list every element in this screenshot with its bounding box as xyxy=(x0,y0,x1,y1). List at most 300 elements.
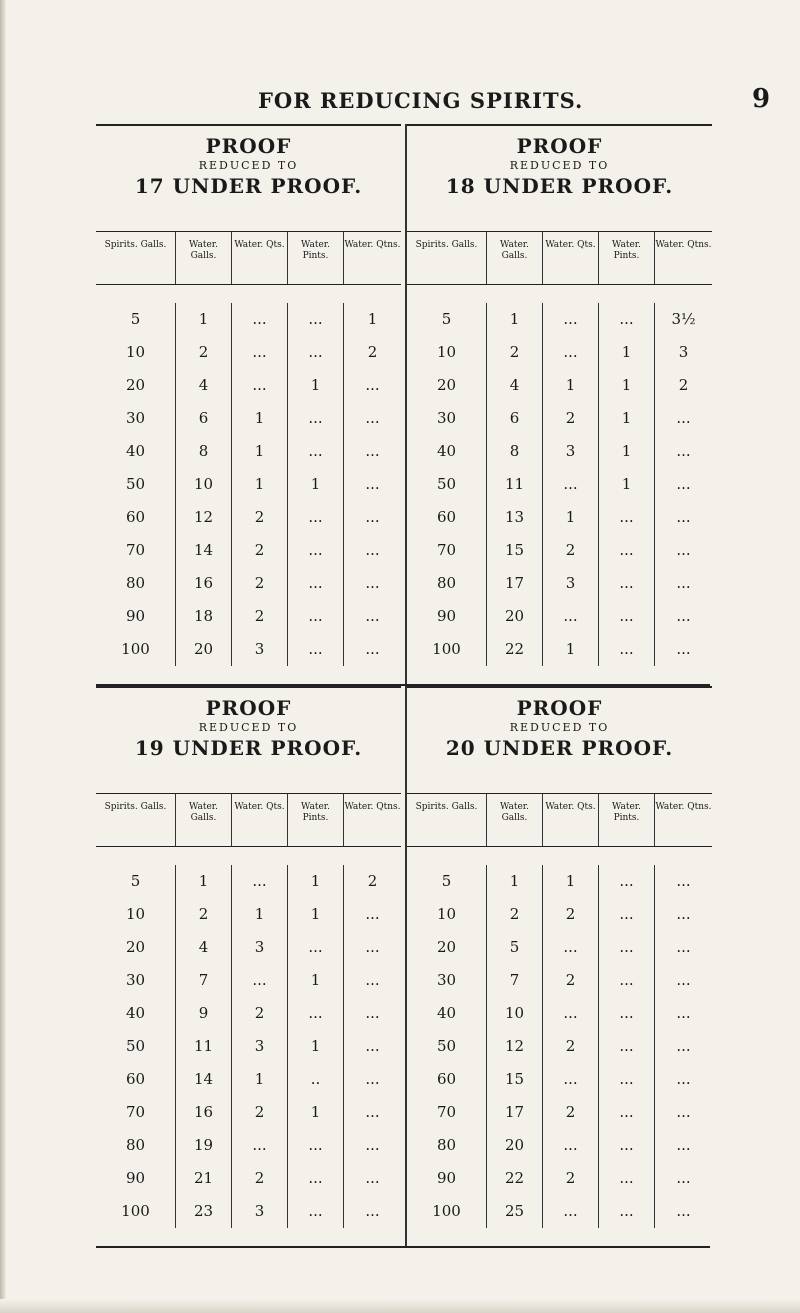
table-cell: 10 xyxy=(487,997,543,1030)
table-cell: ... xyxy=(543,468,599,501)
table-cell: ... xyxy=(288,501,344,534)
table-row xyxy=(96,931,401,964)
proof-table xyxy=(405,686,712,1246)
table-cell: ... xyxy=(232,336,288,369)
table-cell: ... xyxy=(676,640,691,658)
table-cell: 40 xyxy=(407,435,487,468)
table-cell: 1 xyxy=(599,402,655,435)
table-cell: 22 xyxy=(487,1162,543,1195)
table-body xyxy=(96,847,401,1246)
table-cell: ... xyxy=(599,931,655,964)
proof-table xyxy=(96,124,401,684)
table-cell: 25 xyxy=(487,1195,543,1228)
table-cell: .. xyxy=(288,1063,344,1096)
table-cell: 50 xyxy=(96,468,176,501)
table-cell: 1 xyxy=(232,468,288,501)
column-header: Water. Pints. xyxy=(599,232,655,284)
table-cell: 80 xyxy=(407,1129,487,1162)
heading-main: 17 UNDER PROOF. xyxy=(134,174,363,198)
table-cell: 1 xyxy=(288,1096,344,1129)
table-cell: ... xyxy=(543,931,599,964)
table-row xyxy=(407,898,712,931)
table-cell: 100 xyxy=(96,633,176,666)
table-cell: ... xyxy=(288,435,344,468)
table-cell: ... xyxy=(232,1129,288,1162)
table-cell: 2 xyxy=(487,336,543,369)
table-cell: 3 xyxy=(232,1030,288,1063)
table-cell: 1 xyxy=(599,336,655,369)
table-row xyxy=(96,336,401,369)
table-cell: 80 xyxy=(96,567,176,600)
table-cell: 1 xyxy=(543,369,599,402)
table-cell: ... xyxy=(288,633,344,666)
table-cell: ... xyxy=(365,541,380,559)
table-row xyxy=(407,1129,712,1162)
table-row xyxy=(407,931,712,964)
table-cell: 17 xyxy=(487,1096,543,1129)
table-cell: ... xyxy=(676,938,691,956)
table-cell: 5 xyxy=(487,931,543,964)
table-cell: 3 xyxy=(232,633,288,666)
column-header: Water. Qtns. xyxy=(655,240,712,250)
table-heading xyxy=(407,686,712,794)
table-cell: 4 xyxy=(487,369,543,402)
table-cell: 1 xyxy=(232,898,288,931)
table-cell: ... xyxy=(676,971,691,989)
table-cell: ... xyxy=(599,964,655,997)
heading-title: PROOF xyxy=(516,696,603,720)
table-cell: 14 xyxy=(176,1063,232,1096)
table-row xyxy=(96,865,401,898)
table-cell: ... xyxy=(288,997,344,1030)
table-cell: 50 xyxy=(96,1030,176,1063)
table-cell: ... xyxy=(543,1063,599,1096)
table-cell: 5 xyxy=(96,303,176,336)
table-cell: ... xyxy=(676,409,691,427)
table-cell: ... xyxy=(543,303,599,336)
table-cell: ... xyxy=(676,1103,691,1121)
table-cell: ... xyxy=(288,567,344,600)
table-row xyxy=(96,1063,401,1096)
table-cell: ... xyxy=(676,442,691,460)
heading-subtitle: REDUCED TO xyxy=(509,159,610,172)
table-cell: ... xyxy=(288,336,344,369)
table-cell: 8 xyxy=(176,435,232,468)
column-header: Water. Pints. xyxy=(599,794,655,846)
table-cell: 90 xyxy=(407,1162,487,1195)
table-cell: ... xyxy=(676,607,691,625)
table-row xyxy=(96,964,401,997)
table-cell: 2 xyxy=(543,1096,599,1129)
column-header: Water. Qts. xyxy=(543,794,599,846)
table-row xyxy=(407,1195,712,1228)
table-cell: ... xyxy=(365,607,380,625)
table-cell: 10 xyxy=(407,336,487,369)
table-row xyxy=(96,369,401,402)
table-body xyxy=(96,285,401,684)
column-header: Water. Galls. xyxy=(487,794,543,846)
table-cell: 14 xyxy=(176,534,232,567)
table-heading xyxy=(96,124,401,232)
table-cell: 3 xyxy=(543,435,599,468)
table-row xyxy=(96,1096,401,1129)
table-cell: ... xyxy=(543,336,599,369)
table-row xyxy=(96,1195,401,1228)
table-cell: 2 xyxy=(543,1030,599,1063)
table-cell: 6 xyxy=(487,402,543,435)
table-row xyxy=(96,567,401,600)
table-cell: ... xyxy=(232,964,288,997)
table-section xyxy=(96,686,710,1248)
running-head: FOR REDUCING SPIRITS. xyxy=(258,88,584,113)
table-cell: 2 xyxy=(232,600,288,633)
table-cell: ... xyxy=(365,409,380,427)
table-cell: 100 xyxy=(96,1195,176,1228)
table-row xyxy=(407,1162,712,1195)
table-cell: 50 xyxy=(407,1030,487,1063)
table-cell: 60 xyxy=(96,501,176,534)
table-row xyxy=(96,402,401,435)
table-cell: 20 xyxy=(407,369,487,402)
table-cell: 16 xyxy=(176,567,232,600)
table-cell: 19 xyxy=(176,1129,232,1162)
table-cell: ... xyxy=(676,905,691,923)
column-header: Water. Qtns. xyxy=(344,240,401,250)
table-row xyxy=(96,898,401,931)
table-cell: 5 xyxy=(407,865,487,898)
column-header: Water. Qtns. xyxy=(344,802,401,812)
table-cell: 40 xyxy=(96,997,176,1030)
table-cell: 13 xyxy=(487,501,543,534)
table-row xyxy=(96,997,401,1030)
table-cell: 20 xyxy=(487,1129,543,1162)
table-cell: 1 xyxy=(599,369,655,402)
table-cell: 1 xyxy=(543,501,599,534)
table-cell: ... xyxy=(599,1096,655,1129)
table-row xyxy=(96,303,401,336)
table-cell: 20 xyxy=(176,633,232,666)
table-row xyxy=(407,997,712,1030)
heading-subtitle: REDUCED TO xyxy=(509,721,610,734)
table-cell: 6 xyxy=(176,402,232,435)
table-cell: 60 xyxy=(407,501,487,534)
table-cell: 1 xyxy=(288,964,344,997)
table-cell: 2 xyxy=(543,898,599,931)
table-row xyxy=(407,435,712,468)
table-row xyxy=(407,534,712,567)
table-heading xyxy=(96,686,401,794)
table-section xyxy=(96,124,710,686)
table-cell: 2 xyxy=(232,1162,288,1195)
table-cell: 16 xyxy=(176,1096,232,1129)
table-cell: ... xyxy=(676,1136,691,1154)
table-cell: 20 xyxy=(96,931,176,964)
page-edge-shadow xyxy=(0,0,6,1313)
table-cell: ... xyxy=(543,1129,599,1162)
table-cell: 1 xyxy=(288,468,344,501)
column-header: Water. Qts. xyxy=(543,232,599,284)
column-header: Spirits. Galls. xyxy=(407,794,487,846)
heading-title: PROOF xyxy=(516,134,603,158)
table-cell: ... xyxy=(365,1103,380,1121)
table-cell: 1 xyxy=(288,369,344,402)
table-row xyxy=(96,435,401,468)
table-cell: 11 xyxy=(176,1030,232,1063)
table-cell: ... xyxy=(365,475,380,493)
table-cell: 10 xyxy=(96,898,176,931)
table-cell: ... xyxy=(599,898,655,931)
table-cell: ... xyxy=(288,1195,344,1228)
heading-title: PROOF xyxy=(205,134,292,158)
column-headers xyxy=(407,794,712,847)
proof-table xyxy=(96,686,401,1246)
table-cell: 1 xyxy=(288,1030,344,1063)
table-cell: ... xyxy=(288,534,344,567)
table-cell: ... xyxy=(232,303,288,336)
table-cell: ... xyxy=(232,865,288,898)
table-cell: 2 xyxy=(678,376,689,394)
table-cell: ... xyxy=(365,508,380,526)
table-cell: 80 xyxy=(407,567,487,600)
table-cell: ... xyxy=(676,508,691,526)
table-cell: 20 xyxy=(96,369,176,402)
table-row xyxy=(96,600,401,633)
table-cell: ... xyxy=(365,1136,380,1154)
table-row xyxy=(96,468,401,501)
table-cell: ... xyxy=(676,1202,691,1220)
table-cell: ... xyxy=(365,442,380,460)
table-cell: ... xyxy=(599,1129,655,1162)
table-cell: ... xyxy=(365,971,380,989)
table-row xyxy=(96,1129,401,1162)
table-cell: 1 xyxy=(176,303,232,336)
column-header: Water. Galls. xyxy=(176,232,232,284)
table-row xyxy=(407,1063,712,1096)
page-bottom-shadow xyxy=(0,1299,800,1313)
table-row xyxy=(407,468,712,501)
table-cell: 2 xyxy=(367,872,378,890)
table-cell: ... xyxy=(365,1070,380,1088)
table-cell: 100 xyxy=(407,633,487,666)
table-cell: ... xyxy=(288,402,344,435)
table-cell: 30 xyxy=(407,402,487,435)
table-cell: 90 xyxy=(96,1162,176,1195)
table-cell: ... xyxy=(288,303,344,336)
reduction-tables xyxy=(96,124,710,1248)
table-row xyxy=(96,1030,401,1063)
column-header: Water. Qts. xyxy=(232,794,288,846)
column-header: Water. Galls. xyxy=(176,794,232,846)
table-cell: 1 xyxy=(232,1063,288,1096)
heading-main: 20 UNDER PROOF. xyxy=(445,736,674,760)
table-cell: 18 xyxy=(176,600,232,633)
table-cell: 22 xyxy=(487,633,543,666)
column-header: Spirits. Galls. xyxy=(96,232,176,284)
table-cell: 12 xyxy=(176,501,232,534)
table-row xyxy=(407,402,712,435)
table-row xyxy=(96,633,401,666)
table-cell: ... xyxy=(543,1195,599,1228)
column-header: Water. Qts. xyxy=(232,232,288,284)
heading-main: 18 UNDER PROOF. xyxy=(445,174,674,198)
table-cell: ... xyxy=(599,1162,655,1195)
column-headers xyxy=(96,794,401,847)
table-cell: 2 xyxy=(232,997,288,1030)
table-cell: 1 xyxy=(543,633,599,666)
table-row xyxy=(407,1030,712,1063)
table-cell: ... xyxy=(676,574,691,592)
column-header: Water. Qtns. xyxy=(655,802,712,812)
table-cell: 5 xyxy=(96,865,176,898)
table-cell: ... xyxy=(365,938,380,956)
table-cell: ... xyxy=(365,574,380,592)
table-cell: 11 xyxy=(487,468,543,501)
table-cell: 12 xyxy=(487,1030,543,1063)
column-headers xyxy=(407,232,712,285)
table-cell: 2 xyxy=(232,567,288,600)
table-cell: ... xyxy=(288,1162,344,1195)
table-row xyxy=(407,303,712,336)
table-cell: 1 xyxy=(288,865,344,898)
table-cell: ... xyxy=(232,369,288,402)
table-row xyxy=(407,336,712,369)
table-cell: 100 xyxy=(407,1195,487,1228)
column-header: Spirits. Galls. xyxy=(407,232,487,284)
table-cell: 3 xyxy=(543,567,599,600)
table-cell: 70 xyxy=(407,1096,487,1129)
table-cell: 30 xyxy=(96,964,176,997)
table-cell: 1 xyxy=(232,435,288,468)
table-cell: 90 xyxy=(96,600,176,633)
table-cell: 2 xyxy=(543,534,599,567)
table-cell: ... xyxy=(599,600,655,633)
column-header: Water. Galls. xyxy=(487,232,543,284)
table-row xyxy=(407,964,712,997)
table-body xyxy=(407,285,712,684)
table-cell: ... xyxy=(599,633,655,666)
column-header: Spirits. Galls. xyxy=(96,794,176,846)
table-cell: 1 xyxy=(176,865,232,898)
table-cell: 30 xyxy=(96,402,176,435)
table-cell: 4 xyxy=(176,369,232,402)
table-cell: 2 xyxy=(543,964,599,997)
table-cell: 9 xyxy=(176,997,232,1030)
table-cell: 2 xyxy=(232,534,288,567)
table-cell: 8 xyxy=(487,435,543,468)
table-row xyxy=(407,501,712,534)
table-cell: ... xyxy=(365,640,380,658)
table-cell: ... xyxy=(599,1030,655,1063)
table-cell: 1 xyxy=(367,310,378,328)
table-heading xyxy=(407,124,712,232)
table-cell: 20 xyxy=(487,600,543,633)
table-cell: 1 xyxy=(487,865,543,898)
table-cell: 2 xyxy=(176,336,232,369)
table-cell: 3 xyxy=(678,343,689,361)
column-headers xyxy=(96,232,401,285)
table-cell: 21 xyxy=(176,1162,232,1195)
table-cell: ... xyxy=(365,905,380,923)
heading-main: 19 UNDER PROOF. xyxy=(134,736,363,760)
table-cell: ... xyxy=(365,1004,380,1022)
table-cell: 2 xyxy=(543,1162,599,1195)
table-cell: ... xyxy=(288,931,344,964)
table-cell: ... xyxy=(599,1063,655,1096)
table-cell: ... xyxy=(599,865,655,898)
table-cell: 5 xyxy=(407,303,487,336)
table-cell: ... xyxy=(599,534,655,567)
table-cell: ... xyxy=(365,1202,380,1220)
table-row xyxy=(407,567,712,600)
table-cell: ... xyxy=(676,1169,691,1187)
table-cell: ... xyxy=(288,600,344,633)
table-cell: 10 xyxy=(96,336,176,369)
table-cell: 7 xyxy=(487,964,543,997)
table-cell: ... xyxy=(365,1169,380,1187)
proof-table xyxy=(405,124,712,684)
table-row xyxy=(96,1162,401,1195)
table-cell: ... xyxy=(599,303,655,336)
table-row xyxy=(407,600,712,633)
table-cell: 3½ xyxy=(671,310,696,328)
column-header: Water. Pints. xyxy=(288,794,344,846)
table-cell: 1 xyxy=(232,402,288,435)
table-cell: 10 xyxy=(407,898,487,931)
table-row xyxy=(96,534,401,567)
table-cell: ... xyxy=(365,376,380,394)
table-cell: 4 xyxy=(176,931,232,964)
table-cell: 1 xyxy=(288,898,344,931)
table-cell: 7 xyxy=(176,964,232,997)
column-header: Water. Pints. xyxy=(288,232,344,284)
table-row xyxy=(407,1096,712,1129)
table-cell: 1 xyxy=(487,303,543,336)
table-cell: 15 xyxy=(487,1063,543,1096)
table-row xyxy=(407,865,712,898)
table-cell: 2 xyxy=(487,898,543,931)
table-cell: ... xyxy=(543,997,599,1030)
table-cell: ... xyxy=(288,1129,344,1162)
table-cell: ... xyxy=(599,567,655,600)
table-cell: 70 xyxy=(96,1096,176,1129)
table-row xyxy=(96,501,401,534)
table-cell: 2 xyxy=(543,402,599,435)
table-cell: ... xyxy=(676,541,691,559)
table-cell: 90 xyxy=(407,600,487,633)
table-row xyxy=(407,633,712,666)
table-cell: 80 xyxy=(96,1129,176,1162)
table-body xyxy=(407,847,712,1246)
table-cell: ... xyxy=(599,501,655,534)
table-cell: ... xyxy=(365,1037,380,1055)
table-cell: ... xyxy=(599,1195,655,1228)
table-cell: 30 xyxy=(407,964,487,997)
heading-subtitle: REDUCED TO xyxy=(198,721,299,734)
table-cell: 23 xyxy=(176,1195,232,1228)
table-cell: 40 xyxy=(96,435,176,468)
table-cell: ... xyxy=(676,1004,691,1022)
table-cell: 17 xyxy=(487,567,543,600)
table-row xyxy=(407,369,712,402)
table-cell: ... xyxy=(676,1037,691,1055)
table-cell: ... xyxy=(676,475,691,493)
table-cell: 20 xyxy=(407,931,487,964)
heading-subtitle: REDUCED TO xyxy=(198,159,299,172)
heading-title: PROOF xyxy=(205,696,292,720)
table-cell: 2 xyxy=(232,1096,288,1129)
table-cell: ... xyxy=(676,1070,691,1088)
table-cell: 1 xyxy=(599,468,655,501)
